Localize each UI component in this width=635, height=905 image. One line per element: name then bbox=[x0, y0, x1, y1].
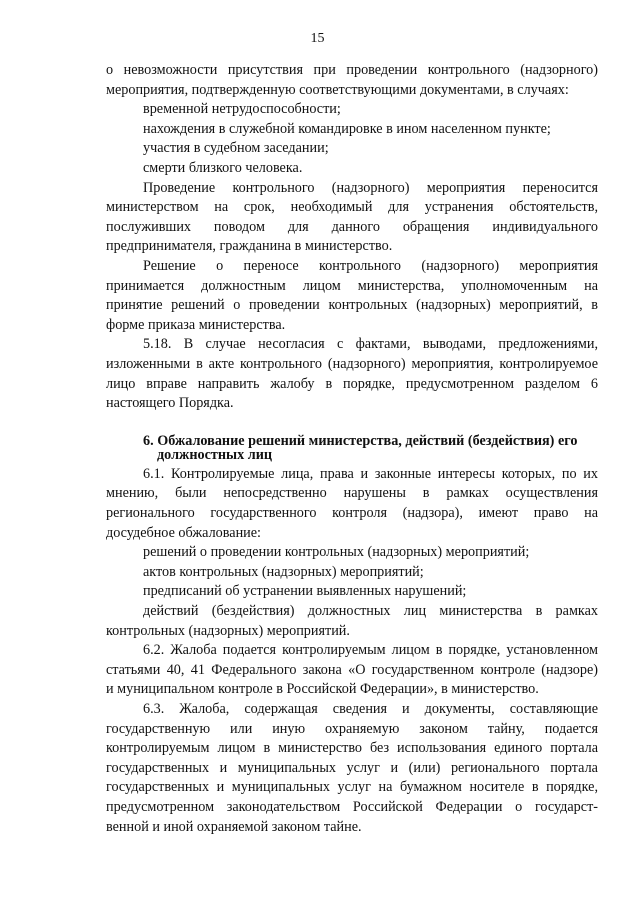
paragraph bbox=[106, 257, 598, 335]
list-item: участия в судебном заседании; bbox=[143, 140, 329, 157]
text-line: действий (бездействия) должностных лиц министерства в рамках bbox=[143, 603, 598, 620]
paragraph bbox=[106, 465, 598, 543]
text-line: регионального государственного контроля (надзора), имеют право на bbox=[106, 505, 598, 522]
text-line: 6.3. Жалоба, содержащая сведения и документы, составляющие bbox=[143, 701, 598, 717]
text-line: форме приказа министерства. bbox=[106, 316, 286, 333]
list-item: предписаний об устранении выявленных нарушений; bbox=[143, 583, 467, 600]
paragraph bbox=[106, 335, 598, 413]
list-item: нахождения в служебной командировке в ином населенном пункте; bbox=[143, 120, 551, 137]
text-line: мероприятия, подтвержденную соответствующими документами, в случаях: bbox=[106, 81, 569, 98]
text-line: предпринимателя, гражданина в министерство. bbox=[106, 238, 393, 255]
text-line: министерством на срок, необходимый для устранения обстоятельств, bbox=[106, 199, 598, 216]
text-line: послуживших поводом для данного обращения индивидуального bbox=[106, 218, 598, 235]
text-line: Решение о переносе контрольного (надзорного) мероприятия bbox=[143, 257, 598, 274]
text-line: предусмотренном законодательством Российской Федерации о государст- bbox=[106, 798, 598, 815]
list-item: решений о проведении контрольных (надзорных) мероприятий; bbox=[143, 544, 530, 561]
paragraph bbox=[106, 602, 598, 641]
text-line: государственных и муниципальных услуг на бумажном носителе в порядке, bbox=[106, 779, 598, 796]
text-line: досудебное обжалование: bbox=[106, 524, 262, 541]
paragraph bbox=[106, 179, 598, 257]
text-line: о невозможности присутствия при проведении контрольного (надзорного) bbox=[106, 62, 598, 78]
list-item: временной нетрудоспособности; bbox=[143, 101, 341, 118]
text-line: контрольных (надзорных) мероприятий. bbox=[106, 622, 350, 639]
heading-line: 6. Обжалование решений министерства, действий (бездействия) его bbox=[143, 432, 578, 449]
text-line: 6.1. Контролируемые лица, права и законные интересы которых, по их bbox=[143, 465, 598, 482]
text-line: венной и иной охраняемой законом тайне. bbox=[106, 818, 362, 835]
list-item: актов контрольных (надзорных) мероприятий; bbox=[143, 563, 424, 580]
text-line: настоящего Порядка. bbox=[106, 395, 234, 412]
paragraph bbox=[106, 700, 598, 837]
paragraph bbox=[106, 61, 598, 100]
text-line: и муниципальном контроле в Российской Федерации», в министерство. bbox=[106, 681, 539, 698]
text-line: статьями 40, 41 Федерального закона «О государственном контроле (надзоре) bbox=[106, 661, 598, 678]
text-line: лицо вправе направить жалобу в порядке, предусмотренном разделом 6 bbox=[106, 375, 598, 392]
document-body bbox=[106, 61, 598, 837]
text-line: изложенными в акте контрольного (надзорного) мероприятия, контролируемое bbox=[106, 355, 598, 372]
section-heading bbox=[106, 434, 598, 463]
text-line: Проведение контрольного (надзорного) мероприятия переносится bbox=[143, 179, 598, 196]
text-line: мнению, были непосредственно нарушены в рамках осуществления bbox=[106, 485, 598, 502]
text-line: 5.18. В случае несогласия с фактами, выводами, предложениями, bbox=[143, 336, 598, 353]
text-line: государственную или иную охраняемую законом тайну, подается bbox=[106, 720, 598, 737]
heading-line: должностных лиц bbox=[157, 447, 273, 464]
text-line: контролируемым лицом в министерство без использования единого портала bbox=[106, 740, 598, 757]
text-line: государственных и муниципальных услуг и (или) регионального портала bbox=[106, 759, 598, 776]
list-item: смерти близкого человека. bbox=[143, 159, 303, 176]
text-line: принимается должностным лицом министерства, уполномоченным на bbox=[106, 277, 598, 294]
page-number: 15 bbox=[310, 31, 325, 46]
text-line: 6.2. Жалоба подается контролируемым лицом в порядке, установленном bbox=[143, 642, 598, 659]
paragraph bbox=[106, 641, 598, 700]
text-line: принятие решений о проведении контрольных (надзорных) мероприятий, в bbox=[106, 297, 598, 314]
